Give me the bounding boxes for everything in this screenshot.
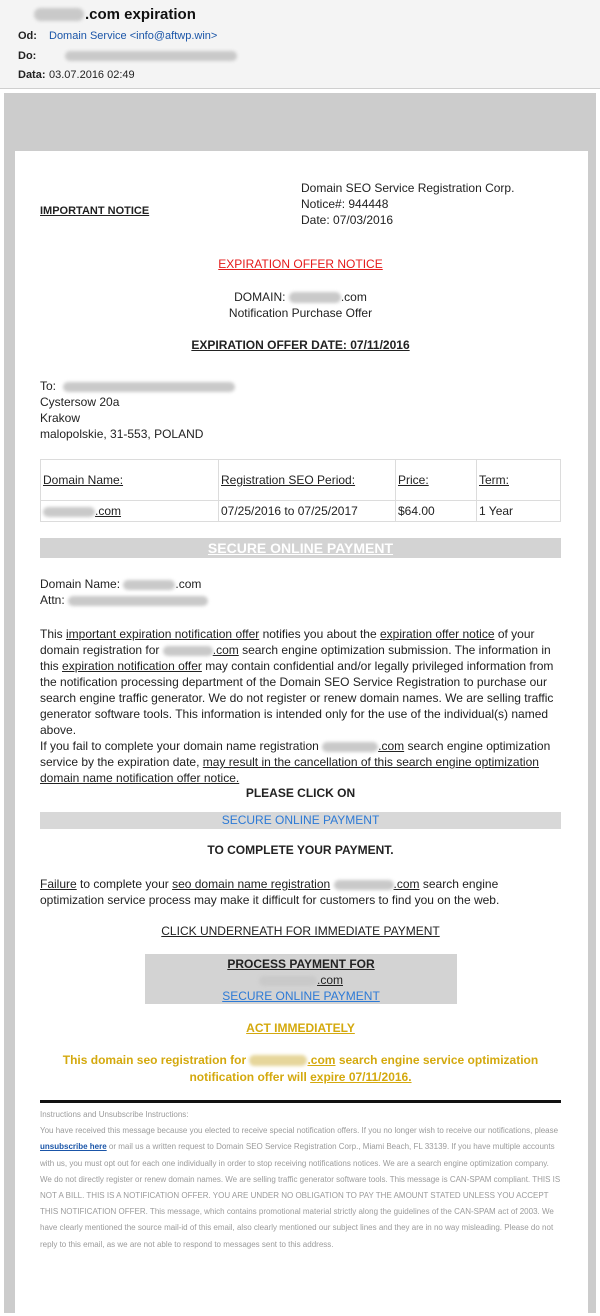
domain-link[interactable] [322,739,404,753]
fine-print [40,1107,561,1253]
redacted-name [63,382,235,392]
process-domain [145,972,457,988]
col-domain-name: Domain Name: [41,460,219,501]
domain-suffix: .com [378,739,405,753]
notice-number: Notice#: 944448 [301,197,389,211]
attn-line [40,592,208,608]
domain-prefix: DOMAIN: [234,290,286,304]
col-term: Term: [477,460,561,501]
redacted-domain [249,1055,307,1066]
please-click-on: PLEASE CLICK ON [245,786,356,800]
text: You have received this message because you elected to receive special notification offers. If you no longer wish to receive our notifications, please [40,1126,559,1136]
domain-suffix: .com [340,290,367,304]
domain-name-suffix: .com [175,577,202,591]
domain-suffix: .com [212,643,239,657]
redacted-domain [123,580,175,590]
expiration-offer-date: EXPIRATION OFFER DATE: 07/11/2016 [191,338,410,352]
city: Krakow [40,411,81,425]
cell-term: 1 Year [477,501,561,522]
domain-name-line [40,576,208,592]
redacted-domain [289,292,341,303]
from-label: Od: [18,30,37,42]
text: of your domain registration for [40,627,535,657]
col-price: Price: [396,460,477,501]
redacted-domain [334,880,394,890]
from-address[interactable]: Domain Service <info@aftwp.win> [49,30,218,42]
seo-registration-notice [40,1052,561,1086]
redacted-domain [43,507,95,517]
text: search engine optimization service process may make it difficult for customers to find you on the web. [40,877,500,907]
act-immediately[interactable]: ACT IMMEDIATELY [246,1021,355,1035]
redacted-domain [322,742,378,752]
date-row [18,69,135,81]
body-paragraph [40,626,565,786]
link-seo-registration[interactable]: seo domain name registration [172,877,331,891]
domain-link[interactable] [249,1053,335,1067]
purchase-offer: Notification Purchase Offer [228,306,373,320]
redacted-domain [34,8,84,21]
redacted-domain [259,976,317,986]
to-label: Do: [18,50,37,62]
expiration-offer-notice: EXPIRATION OFFER NOTICE [218,257,383,271]
corp-name: Domain SEO Service Registration Corp. [301,181,515,195]
failure-paragraph [40,876,565,908]
link-cancellation[interactable]: may result in the cancellation of this search engine optimization domain name notification offer notice. [40,755,539,785]
link-expiration-notice[interactable]: expiration offer notice [379,627,495,641]
domain-name-label: Domain Name: [40,577,121,591]
text: This [40,627,67,641]
text: If you fail to complete your domain name registration [40,739,323,753]
domain-suffix: .com [393,877,420,891]
click-underneath-link[interactable]: CLICK UNDERNEATH FOR IMMEDIATE PAYMENT [161,924,440,938]
domain-suffix: .com [95,504,122,518]
secure-payment-heading[interactable]: SECURE ONLINE PAYMENT [40,538,561,558]
to-row [18,50,237,62]
col-period: Registration SEO Period: [219,460,396,501]
domain-suffix: .com [316,973,343,987]
text: may contain confidential and/or legally privileged information from the notification processing department of the Domain SEO Service Registration to purchase our search engine traffic generator. We do not register or renew domain names. We are selling traffic generator software tools. This information is intended only for the use of the individual(s) named above. [40,659,554,737]
address-block [40,378,235,442]
domain-suffix: .com [307,1053,336,1067]
date-value: 03.07.2016 02:49 [49,69,135,81]
attn-block [40,576,208,608]
region: malopolskie, 31-553, POLAND [40,427,204,441]
text: search engine service optimization notification offer will [189,1053,539,1084]
text: to complete your [76,877,173,891]
fine-heading: Instructions and Unsubscribe Instructions: [40,1110,189,1119]
domain-link[interactable] [43,504,121,518]
unsubscribe-link[interactable]: unsubscribe here [40,1142,107,1152]
text: or mail us a written request to Domain SEO Service Registration Corp., Miami Beach, FL 33139. If you have multiple accounts with us, you must opt out for each one individually in order to stop receiving notifications notices. We are a search engine optimization company. We do not directly register or renew domain names. We are selling traffic generator software tools. This message is CAN-SPAM compliant. THIS IS NOT A BILL. THIS IS A NOTIFICATION OFFER. YOU ARE UNDER NO OBLIGATION TO PAY THE AMOUNT STATED UNLESS YOU ACCEPT THIS NOTIFICATION OFFER. This message, which contains promotional material strictly along the guidelines of the CAN-SPAM act of 2003. We have clearly mentioned the source mail-id of this email, also clearly mentioned our subject lines and they are in no way misleading. Please do not reply to this email, as we are not able to respond to messages sent to this address. [40,1142,561,1249]
text: notifies you about the [259,627,380,641]
text: search engine optimization service by the expiration date, [40,739,551,769]
mail-subject [34,6,196,23]
secure-payment-link[interactable]: SECURE ONLINE PAYMENT [40,812,561,829]
important-notice: IMPORTANT NOTICE [40,205,150,217]
cell-price: $64.00 [396,501,477,522]
domain-link[interactable] [163,643,239,657]
redacted-domain [163,646,213,656]
domain-block [40,289,561,321]
attn-label: Attn: [40,593,65,607]
table-row [41,501,561,522]
domain-link[interactable] [334,877,420,891]
process-title[interactable]: PROCESS PAYMENT FOR [227,957,375,971]
failure-word[interactable]: Failure [40,877,77,891]
mail-header [0,0,600,89]
process-secure-link[interactable]: SECURE ONLINE PAYMENT [222,989,380,1003]
to-complete-payment: TO COMPLETE YOUR PAYMENT. [207,843,394,857]
cell-period: 07/25/2016 to 07/25/2017 [219,501,396,522]
redacted-recipient [65,51,237,61]
to-line [40,378,235,394]
table-header-row [41,460,561,501]
process-payment-box [145,954,457,1004]
domain-line [40,289,561,305]
text: search engine optimization submission. The information in this [40,643,551,673]
from-row [18,30,217,42]
subject-text: .com expiration [85,6,196,23]
street: Cystersow 20a [40,395,120,409]
to-label: To: [40,379,57,393]
cell-domain [41,501,219,522]
domain-table [40,459,561,522]
notice-date: Date: 07/03/2016 [301,213,394,227]
link-expiration-notification[interactable]: expiration notification offer [62,659,202,673]
divider [40,1100,561,1103]
date-label: Data: [18,69,46,81]
text: This domain seo registration for [62,1053,250,1067]
link-important-offer[interactable]: important expiration notification offer [66,627,260,641]
expire-date: expire 07/11/2016. [310,1070,412,1084]
redacted-attn [68,596,208,606]
corp-block [301,180,514,228]
